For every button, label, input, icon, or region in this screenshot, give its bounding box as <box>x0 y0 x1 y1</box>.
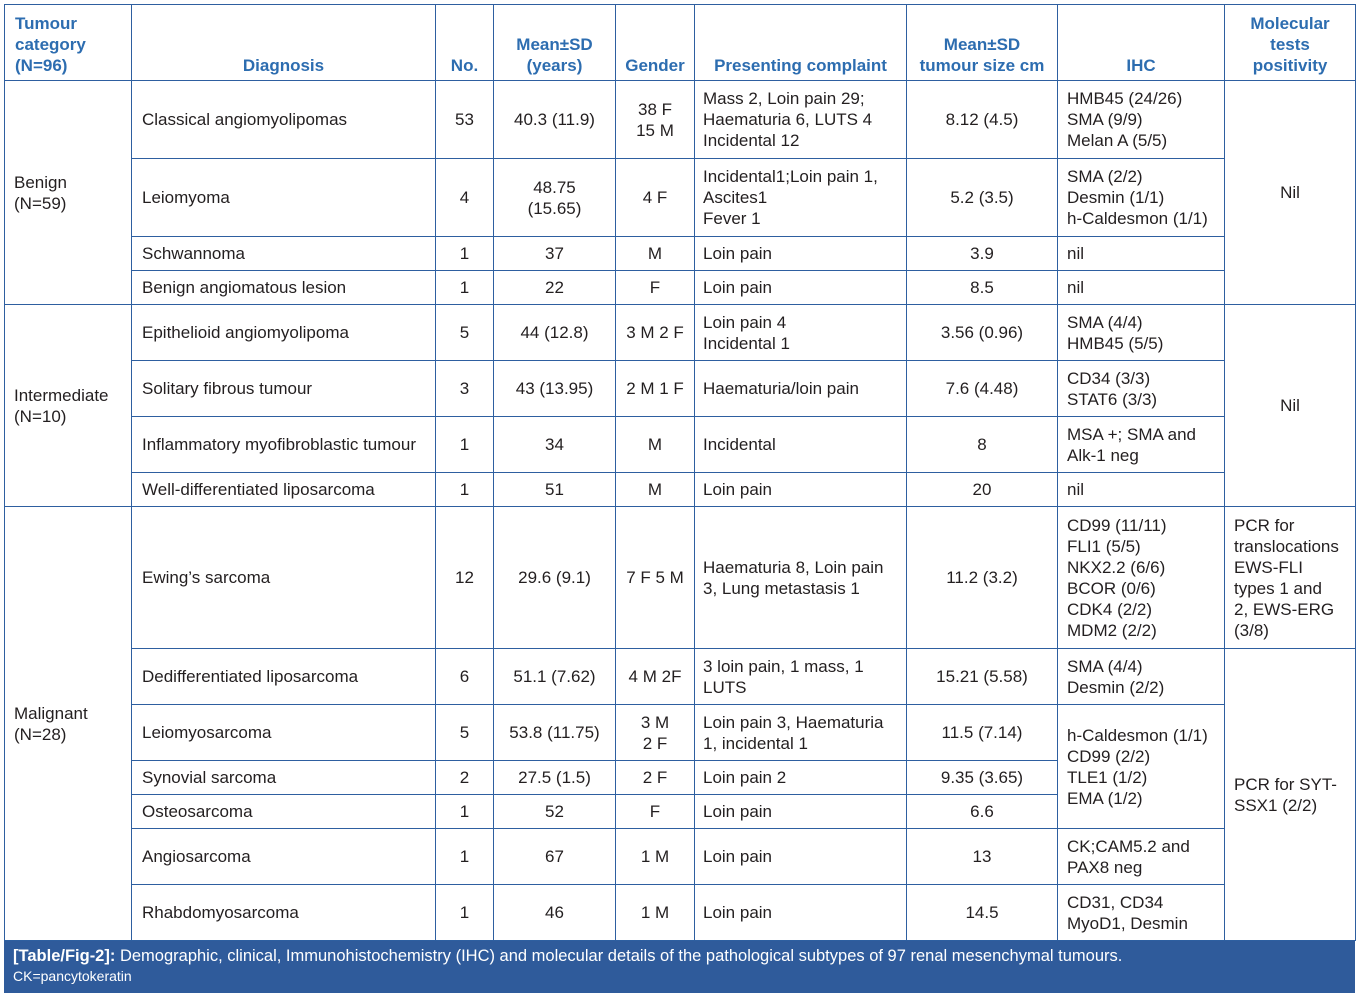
table-figure <box>4 4 1355 993</box>
table-row <box>5 705 1356 761</box>
gender-cell: 4 M 2F <box>616 649 695 705</box>
ihc-cell-shared: h-Caldesmon (1/1) CD99 (2/2) TLE1 (1/2) EMA (1/2) <box>1058 705 1225 829</box>
age-cell: 37 <box>494 237 616 271</box>
mesenchymal-tumour-table <box>4 4 1356 941</box>
gender-cell: 2 F <box>616 761 695 795</box>
age-cell: 34 <box>494 417 616 473</box>
table-row <box>5 271 1356 305</box>
count-cell: 5 <box>436 705 494 761</box>
category-malignant: Malignant (N=28) <box>5 507 132 941</box>
size-cell: 11.2 (3.2) <box>907 507 1058 649</box>
count-cell: 4 <box>436 159 494 237</box>
caption-text: Demographic, clinical, Immunohistochemistry (IHC) and molecular details of the pathological subtypes of 97 renal mesenchymal tumours. <box>119 947 1123 965</box>
complaint-cell: Loin pain 2 <box>695 761 907 795</box>
caption-title <box>13 946 1345 967</box>
diagnosis-cell: Leiomyosarcoma <box>132 705 436 761</box>
count-cell: 3 <box>436 361 494 417</box>
category-intermediate: Intermediate (N=10) <box>5 305 132 507</box>
size-cell: 6.6 <box>907 795 1058 829</box>
count-cell: 1 <box>436 237 494 271</box>
size-cell: 3.56 (0.96) <box>907 305 1058 361</box>
age-cell: 51 <box>494 473 616 507</box>
table-row <box>5 159 1356 237</box>
complaint-cell: Incidental <box>695 417 907 473</box>
count-cell: 2 <box>436 761 494 795</box>
diagnosis-cell: Benign angiomatous lesion <box>132 271 436 305</box>
complaint-cell: Haematuria 8, Loin pain 3, Lung metastasis 1 <box>695 507 907 649</box>
complaint-cell: Loin pain <box>695 829 907 885</box>
diagnosis-cell: Schwannoma <box>132 237 436 271</box>
header-gender: Gender <box>616 5 695 81</box>
ihc-cell: CD34 (3/3) STAT6 (3/3) <box>1058 361 1225 417</box>
ihc-cell: MSA +; SMA and Alk-1 neg <box>1058 417 1225 473</box>
gender-cell: 7 F 5 M <box>616 507 695 649</box>
age-cell: 53.8 (11.75) <box>494 705 616 761</box>
diagnosis-cell: Solitary fibrous tumour <box>132 361 436 417</box>
gender-cell: 1 M <box>616 885 695 941</box>
table-row <box>5 885 1356 941</box>
size-cell: 8.5 <box>907 271 1058 305</box>
count-cell: 1 <box>436 271 494 305</box>
ihc-cell: nil <box>1058 473 1225 507</box>
complaint-cell: Mass 2, Loin pain 29; Haematuria 6, LUTS 4 Incidental 12 <box>695 81 907 159</box>
diagnosis-cell: Rhabdomyosarcoma <box>132 885 436 941</box>
ihc-cell: CD31, CD34 MyoD1, Desmin <box>1058 885 1225 941</box>
gender-cell: 1 M <box>616 829 695 885</box>
header-size: Mean±SD tumour size cm <box>907 5 1058 81</box>
count-cell: 1 <box>436 417 494 473</box>
complaint-cell: Loin pain <box>695 795 907 829</box>
complaint-cell: Haematuria/loin pain <box>695 361 907 417</box>
header-complaint: Presenting complaint <box>695 5 907 81</box>
count-cell: 1 <box>436 795 494 829</box>
diagnosis-cell: Leiomyoma <box>132 159 436 237</box>
gender-cell: M <box>616 237 695 271</box>
diagnosis-cell: Well-differentiated liposarcoma <box>132 473 436 507</box>
size-cell: 14.5 <box>907 885 1058 941</box>
ihc-cell: CK;CAM5.2 and PAX8 neg <box>1058 829 1225 885</box>
diagnosis-cell: Classical angiomyolipomas <box>132 81 436 159</box>
age-cell: 40.3 (11.9) <box>494 81 616 159</box>
gender-cell: F <box>616 795 695 829</box>
molecular-intermediate: Nil <box>1225 305 1356 507</box>
complaint-cell: Loin pain 3, Haematuria 1, incidental 1 <box>695 705 907 761</box>
size-cell: 11.5 (7.14) <box>907 705 1058 761</box>
header-ihc: IHC <box>1058 5 1225 81</box>
gender-cell: 3 M 2 F <box>616 705 695 761</box>
complaint-cell: Incidental1;Loin pain 1, Ascites1 Fever 1 <box>695 159 907 237</box>
table-row <box>5 417 1356 473</box>
complaint-cell: 3 loin pain, 1 mass, 1 LUTS <box>695 649 907 705</box>
age-cell: 51.1 (7.62) <box>494 649 616 705</box>
count-cell: 1 <box>436 829 494 885</box>
table-row <box>5 237 1356 271</box>
header-molecular: Molecular tests positivity <box>1225 5 1356 81</box>
age-cell: 29.6 (9.1) <box>494 507 616 649</box>
table-row <box>5 305 1356 361</box>
ihc-cell: SMA (4/4) HMB45 (5/5) <box>1058 305 1225 361</box>
age-cell: 27.5 (1.5) <box>494 761 616 795</box>
table-row <box>5 81 1356 159</box>
gender-cell: F <box>616 271 695 305</box>
header-row <box>5 5 1356 81</box>
diagnosis-cell: Dedifferentiated liposarcoma <box>132 649 436 705</box>
diagnosis-cell: Ewing’s sarcoma <box>132 507 436 649</box>
ihc-cell: nil <box>1058 271 1225 305</box>
complaint-cell: Loin pain <box>695 271 907 305</box>
complaint-cell: Loin pain 4 Incidental 1 <box>695 305 907 361</box>
count-cell: 6 <box>436 649 494 705</box>
header-category: Tumour category (N=96) <box>5 5 132 81</box>
age-cell: 44 (12.8) <box>494 305 616 361</box>
age-cell: 48.75 (15.65) <box>494 159 616 237</box>
size-cell: 7.6 (4.48) <box>907 361 1058 417</box>
size-cell: 8 <box>907 417 1058 473</box>
gender-cell: 2 M 1 F <box>616 361 695 417</box>
count-cell: 12 <box>436 507 494 649</box>
header-age: Mean±SD (years) <box>494 5 616 81</box>
ihc-cell: HMB45 (24/26) SMA (9/9) Melan A (5/5) <box>1058 81 1225 159</box>
gender-cell: 3 M 2 F <box>616 305 695 361</box>
age-cell: 67 <box>494 829 616 885</box>
age-cell: 46 <box>494 885 616 941</box>
size-cell: 8.12 (4.5) <box>907 81 1058 159</box>
table-row <box>5 507 1356 649</box>
size-cell: 20 <box>907 473 1058 507</box>
diagnosis-cell: Angiosarcoma <box>132 829 436 885</box>
header-number: No. <box>436 5 494 81</box>
age-cell: 52 <box>494 795 616 829</box>
complaint-cell: Loin pain <box>695 237 907 271</box>
count-cell: 5 <box>436 305 494 361</box>
diagnosis-cell: Osteosarcoma <box>132 795 436 829</box>
category-benign: Benign (N=59) <box>5 81 132 305</box>
age-cell: 22 <box>494 271 616 305</box>
gender-cell: 4 F <box>616 159 695 237</box>
table-caption <box>4 941 1355 993</box>
gender-cell: M <box>616 417 695 473</box>
size-cell: 5.2 (3.5) <box>907 159 1058 237</box>
count-cell: 1 <box>436 473 494 507</box>
molecular-benign: Nil <box>1225 81 1356 305</box>
count-cell: 53 <box>436 81 494 159</box>
complaint-cell: Loin pain <box>695 473 907 507</box>
ihc-cell: SMA (4/4) Desmin (2/2) <box>1058 649 1225 705</box>
header-diagnosis: Diagnosis <box>132 5 436 81</box>
ihc-cell: CD99 (11/11) FLI1 (5/5) NKX2.2 (6/6) BCOR (0/6) CDK4 (2/2) MDM2 (2/2) <box>1058 507 1225 649</box>
diagnosis-cell: Synovial sarcoma <box>132 761 436 795</box>
ihc-cell: SMA (2/2) Desmin (1/1) h-Caldesmon (1/1) <box>1058 159 1225 237</box>
table-row <box>5 361 1356 417</box>
diagnosis-cell: Inflammatory myofibroblastic tumour <box>132 417 436 473</box>
count-cell: 1 <box>436 885 494 941</box>
table-row <box>5 829 1356 885</box>
size-cell: 3.9 <box>907 237 1058 271</box>
size-cell: 9.35 (3.65) <box>907 761 1058 795</box>
size-cell: 15.21 (5.58) <box>907 649 1058 705</box>
gender-cell: M <box>616 473 695 507</box>
caption-label: [Table/Fig-2]: <box>13 947 116 965</box>
gender-cell: 38 F 15 M <box>616 81 695 159</box>
ihc-cell: nil <box>1058 237 1225 271</box>
caption-footnote: CK=pancytokeratin <box>13 968 132 984</box>
molecular-synovial: PCR for SYT- SSX1 (2/2) <box>1225 649 1356 941</box>
molecular-ewing: PCR for translocations EWS-FLI types 1 and 2, EWS-ERG (3/8) <box>1225 507 1356 649</box>
table-row <box>5 649 1356 705</box>
size-cell: 13 <box>907 829 1058 885</box>
age-cell: 43 (13.95) <box>494 361 616 417</box>
complaint-cell: Loin pain <box>695 885 907 941</box>
table-row <box>5 473 1356 507</box>
diagnosis-cell: Epithelioid angiomyolipoma <box>132 305 436 361</box>
